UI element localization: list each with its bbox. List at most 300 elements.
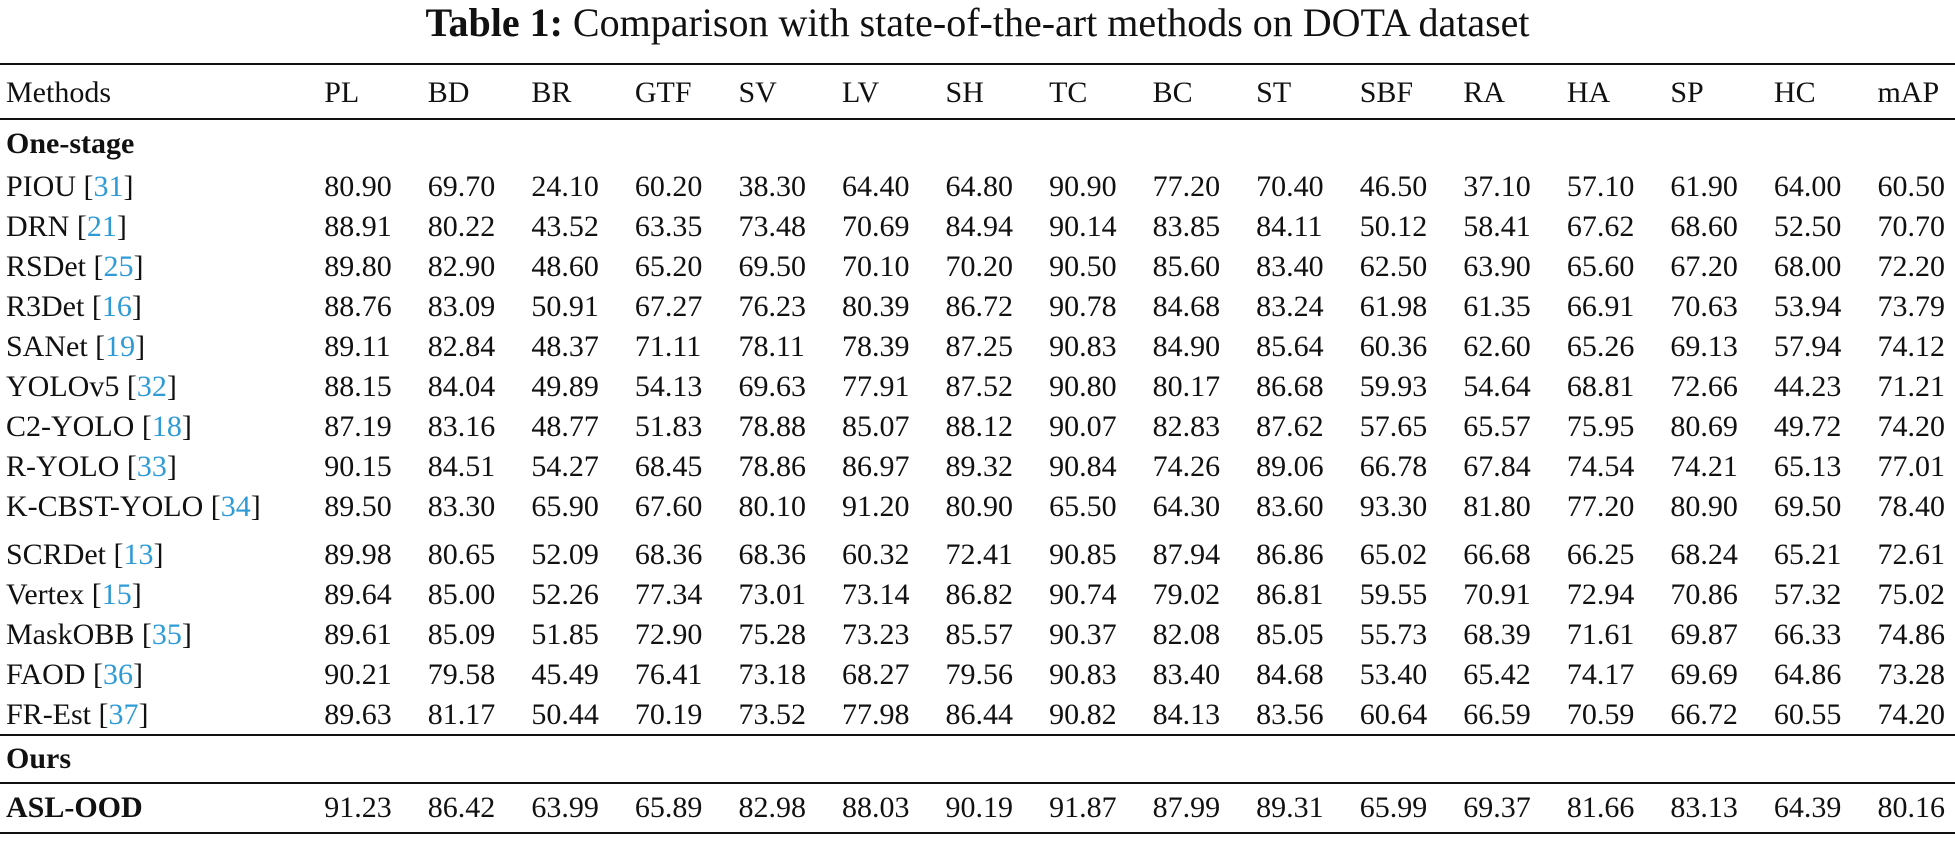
value-hc: 57.94 (1773, 330, 1842, 363)
value-hc: 49.72 (1773, 410, 1842, 443)
value-bd: 85.00 (427, 578, 496, 611)
header-st: ST (1250, 64, 1354, 119)
value-ha: 57.10 (1566, 170, 1635, 203)
value-pl: 87.19 (324, 410, 392, 443)
value-lv: 85.07 (841, 410, 910, 443)
header-lv: LV (836, 64, 940, 119)
value-ra: 66.68 (1463, 538, 1531, 571)
method-label: RSDet (6, 250, 87, 283)
table-row (0, 287, 1955, 327)
value-lv: 73.14 (841, 578, 910, 611)
value-hc: 52.50 (1773, 210, 1842, 243)
value-st: 83.56 (1250, 695, 1354, 735)
value-sp: 61.90 (1670, 170, 1738, 203)
header-bc: BC (1147, 64, 1251, 119)
value-lv: 68.27 (841, 658, 910, 691)
method-name: YOLOv5 [32] (6, 370, 177, 403)
value-gtf: 65.89 (629, 783, 733, 833)
header-map: mAP (1871, 64, 1955, 119)
value-map: 74.20 (1871, 695, 1955, 735)
method-label: C2-YOLO (6, 410, 135, 443)
value-gtf: 76.41 (634, 658, 703, 691)
value-bc: 79.02 (1152, 578, 1221, 611)
method-label: Vertex (6, 578, 85, 611)
header-tc: TC (1043, 64, 1147, 119)
value-ha: 65.60 (1566, 250, 1635, 283)
value-sbf: 55.73 (1359, 618, 1428, 651)
value-sh: 85.57 (945, 618, 1014, 651)
value-sbf: 62.50 (1359, 250, 1428, 283)
value-sh: 80.90 (945, 490, 1014, 523)
value-tc: 90.83 (1049, 330, 1117, 363)
value-ha: 67.62 (1566, 210, 1635, 243)
value-br: 52.26 (531, 578, 599, 611)
value-tc: 90.74 (1049, 578, 1117, 611)
value-map: 74.12 (1877, 330, 1945, 363)
value-sbf: 66.78 (1359, 450, 1428, 483)
citation-link[interactable]: 18 (151, 410, 182, 443)
value-ha: 72.94 (1566, 578, 1635, 611)
value-map: 73.28 (1877, 658, 1945, 691)
method-name: Vertex [15] (6, 578, 142, 611)
value-sv: 73.18 (738, 658, 806, 691)
method-label: YOLOv5 (6, 370, 120, 403)
value-sp: 74.21 (1670, 450, 1738, 483)
value-st: 83.24 (1256, 290, 1324, 323)
method-label: R-YOLO (6, 450, 120, 483)
table-row (0, 167, 1955, 207)
group-row-ours (0, 735, 1955, 783)
method-label: SCRDet (6, 538, 107, 571)
value-st: 86.81 (1256, 578, 1324, 611)
value-ha: 68.81 (1566, 370, 1635, 403)
value-sp: 80.69 (1670, 410, 1738, 443)
value-map: 75.02 (1877, 578, 1945, 611)
value-st: 84.68 (1256, 658, 1324, 691)
value-sh: 86.82 (945, 578, 1014, 611)
method-label: FAOD (6, 658, 86, 691)
value-sv: 73.01 (738, 578, 806, 611)
method-name: C2-YOLO [18] (6, 410, 192, 443)
value-ha: 77.20 (1566, 490, 1635, 523)
value-sp: 68.24 (1670, 538, 1738, 571)
header-bd: BD (422, 64, 526, 119)
value-sp: 70.86 (1670, 578, 1738, 611)
value-sv: 68.36 (738, 538, 806, 571)
value-bc: 83.85 (1152, 210, 1221, 243)
value-hc: 44.23 (1773, 370, 1842, 403)
value-tc: 90.80 (1049, 370, 1117, 403)
group-row-one-stage (0, 119, 1955, 167)
header-gtf: GTF (629, 64, 733, 119)
value-bc: 82.83 (1152, 410, 1221, 443)
value-bc: 84.90 (1152, 330, 1221, 363)
header-row (0, 64, 1955, 119)
value-pl: 89.98 (324, 538, 392, 571)
value-sh: 90.19 (940, 783, 1044, 833)
value-sp: 67.20 (1670, 250, 1738, 283)
value-ra: 61.35 (1463, 290, 1531, 323)
value-ra: 58.41 (1463, 210, 1531, 243)
method-name: FR-Est [37] (0, 695, 318, 735)
value-bd: 83.30 (427, 490, 496, 523)
value-ra: 70.91 (1463, 578, 1531, 611)
value-st: 89.31 (1250, 783, 1354, 833)
value-ra: 54.64 (1463, 370, 1531, 403)
value-hc: 65.21 (1773, 538, 1842, 571)
value-sbf: 57.65 (1359, 410, 1428, 443)
value-br: 48.60 (531, 250, 599, 283)
table-row (0, 367, 1955, 407)
value-sbf: 59.55 (1359, 578, 1428, 611)
value-pl: 89.64 (324, 578, 392, 611)
value-sbf: 50.12 (1359, 210, 1428, 243)
value-bc: 83.40 (1152, 658, 1221, 691)
value-hc: 64.86 (1773, 658, 1842, 691)
method-label: DRN (6, 210, 70, 243)
header-ra: RA (1457, 64, 1561, 119)
value-bc: 87.99 (1147, 783, 1251, 833)
value-ra: 67.84 (1463, 450, 1531, 483)
value-sh: 87.25 (945, 330, 1014, 363)
value-st: 85.05 (1256, 618, 1324, 651)
value-br: 65.90 (531, 490, 599, 523)
value-st: 87.62 (1256, 410, 1324, 443)
value-ha: 65.26 (1566, 330, 1635, 363)
value-map: 72.20 (1877, 250, 1945, 283)
value-br: 54.27 (531, 450, 599, 483)
method-name: SCRDet [13] (6, 538, 164, 571)
header-sv: SV (732, 64, 836, 119)
value-gtf: 70.19 (629, 695, 733, 735)
value-st: 83.60 (1256, 490, 1324, 523)
value-ra: 68.39 (1463, 618, 1531, 651)
value-pl: 88.76 (324, 290, 392, 323)
value-map: 71.21 (1877, 370, 1945, 403)
method-label: R3Det (6, 290, 85, 323)
value-lv: 77.91 (841, 370, 910, 403)
value-pl: 88.91 (324, 210, 392, 243)
value-br: 49.89 (531, 370, 599, 403)
value-ra: 37.10 (1463, 170, 1531, 203)
value-ra: 62.60 (1463, 330, 1531, 363)
value-map: 77.01 (1877, 450, 1945, 483)
value-pl: 88.15 (324, 370, 392, 403)
value-tc: 90.37 (1049, 618, 1117, 651)
value-hc: 68.00 (1773, 250, 1842, 283)
value-ha: 74.54 (1566, 450, 1635, 483)
value-st: 86.68 (1256, 370, 1324, 403)
value-ha: 71.61 (1566, 618, 1635, 651)
value-bd: 81.17 (422, 695, 526, 735)
value-br: 45.49 (531, 658, 599, 691)
table-row (0, 575, 1955, 615)
table-row (0, 407, 1955, 447)
value-ra: 66.59 (1457, 695, 1561, 735)
value-sh: 89.32 (945, 450, 1014, 483)
value-br: 50.44 (525, 695, 629, 735)
method-name: PIOU [31] (6, 170, 134, 203)
value-gtf: 71.11 (634, 330, 702, 363)
table-row (0, 655, 1955, 695)
value-gtf: 67.60 (634, 490, 703, 523)
header-sbf: SBF (1354, 64, 1458, 119)
value-sh: 86.44 (940, 695, 1044, 735)
value-lv: 91.20 (841, 490, 910, 523)
table-body (0, 119, 1955, 833)
value-sh: 87.52 (945, 370, 1014, 403)
value-sp: 72.66 (1670, 370, 1738, 403)
method-name: K-CBST-YOLO [34] (6, 490, 261, 523)
value-bc: 74.26 (1152, 450, 1221, 483)
value-ha: 74.17 (1566, 658, 1635, 691)
value-br: 24.10 (531, 170, 599, 203)
method-label: FR-Est (6, 697, 92, 731)
value-br: 48.37 (531, 330, 599, 363)
value-st: 86.86 (1256, 538, 1324, 571)
value-sv: 76.23 (738, 290, 806, 323)
method-name: DRN [21] (6, 210, 127, 243)
method-label: SANet (6, 330, 88, 363)
value-ra: 65.57 (1463, 410, 1531, 443)
value-map: 70.70 (1877, 210, 1945, 243)
value-sv: 75.28 (738, 618, 806, 651)
value-ha: 81.66 (1561, 783, 1665, 833)
value-bd: 80.65 (427, 538, 496, 571)
value-lv: 78.39 (841, 330, 910, 363)
value-br: 48.77 (531, 410, 599, 443)
value-bd: 85.09 (427, 618, 496, 651)
value-gtf: 72.90 (634, 618, 703, 651)
header-sh: SH (940, 64, 1044, 119)
table-row (0, 783, 1955, 833)
value-tc: 90.83 (1049, 658, 1117, 691)
value-sbf: 60.64 (1354, 695, 1458, 735)
citation-link[interactable]: 15 (101, 578, 132, 611)
header-hc: HC (1768, 64, 1872, 119)
value-lv: 70.10 (841, 250, 910, 283)
citation-link[interactable]: 21 (86, 210, 117, 243)
method-label: ASL-OOD (6, 791, 143, 824)
method-name: FAOD [36] (6, 658, 143, 691)
value-st: 89.06 (1256, 450, 1324, 483)
value-bd: 84.51 (427, 450, 496, 483)
method-label: PIOU (6, 170, 77, 203)
value-sbf: 65.99 (1354, 783, 1458, 833)
method-name: RSDet [25] (6, 250, 144, 283)
value-hc: 64.00 (1773, 170, 1842, 203)
value-map: 60.50 (1877, 170, 1945, 203)
value-bc: 80.17 (1152, 370, 1221, 403)
value-ra: 69.37 (1457, 783, 1561, 833)
value-bd: 86.42 (422, 783, 526, 833)
value-lv: 64.40 (841, 170, 910, 203)
value-gtf: 68.45 (634, 450, 703, 483)
value-bd: 69.70 (427, 170, 496, 203)
header-methods: Methods (0, 64, 318, 119)
value-tc: 90.07 (1049, 410, 1117, 443)
value-hc: 57.32 (1773, 578, 1842, 611)
value-sv: 82.98 (732, 783, 836, 833)
value-sbf: 53.40 (1359, 658, 1428, 691)
value-map: 80.16 (1871, 783, 1955, 833)
value-sh: 64.80 (945, 170, 1014, 203)
value-pl: 91.23 (318, 783, 422, 833)
header-ha: HA (1561, 64, 1665, 119)
value-bd: 79.58 (427, 658, 496, 691)
value-st: 83.40 (1256, 250, 1324, 283)
value-sv: 78.86 (738, 450, 806, 483)
value-bd: 82.84 (427, 330, 496, 363)
value-sv: 78.11 (738, 330, 805, 363)
value-sv: 73.48 (738, 210, 806, 243)
value-ha: 66.91 (1566, 290, 1635, 323)
value-ha: 66.25 (1566, 538, 1635, 571)
method-name: SANet [19] (6, 330, 146, 363)
method-name: MaskOBB [35] (6, 618, 192, 651)
value-pl: 89.11 (324, 330, 391, 363)
results-table (0, 63, 1955, 834)
method-name (0, 783, 318, 833)
value-st: 70.40 (1256, 170, 1324, 203)
caption-text: Comparison with state-of-the-art methods on DOTA dataset (572, 0, 1530, 45)
value-sv: 69.50 (738, 250, 806, 283)
value-hc: 66.33 (1773, 618, 1842, 651)
citation-link[interactable]: 36 (102, 658, 133, 691)
value-lv: 70.69 (841, 210, 910, 243)
value-ra: 65.42 (1463, 658, 1531, 691)
citation-link[interactable]: 19 (105, 330, 136, 363)
group-label: One-stage (6, 126, 135, 160)
header-pl: PL (318, 64, 422, 119)
value-sh: 86.72 (945, 290, 1014, 323)
value-sv: 78.88 (738, 410, 806, 443)
method-name: R3Det [16] (6, 290, 142, 323)
value-tc: 90.78 (1049, 290, 1117, 323)
value-lv: 80.39 (841, 290, 910, 323)
value-tc: 65.50 (1049, 490, 1117, 523)
value-pl: 89.50 (324, 490, 392, 523)
value-lv: 60.32 (841, 538, 910, 571)
value-bc: 82.08 (1152, 618, 1221, 651)
value-sbf: 93.30 (1359, 490, 1428, 523)
value-bd: 83.16 (427, 410, 496, 443)
value-gtf: 54.13 (634, 370, 703, 403)
value-sp: 70.63 (1670, 290, 1738, 323)
table-row (0, 247, 1955, 287)
citation-link[interactable]: 33 (136, 450, 167, 483)
table-row (0, 327, 1955, 367)
citation-link[interactable]: 34 (220, 490, 251, 523)
value-bd: 84.04 (427, 370, 496, 403)
value-tc: 90.84 (1049, 450, 1117, 483)
value-sv: 38.30 (738, 170, 806, 203)
value-map: 74.20 (1877, 410, 1945, 443)
table-row (0, 447, 1955, 487)
value-map: 73.79 (1877, 290, 1945, 323)
citation-link[interactable]: 16 (101, 290, 132, 323)
table-row (0, 207, 1955, 247)
value-sbf: 59.93 (1359, 370, 1428, 403)
value-tc: 90.90 (1049, 170, 1117, 203)
value-gtf: 67.27 (634, 290, 703, 323)
value-br: 51.85 (531, 618, 599, 651)
value-pl: 89.63 (318, 695, 422, 735)
value-hc: 69.50 (1773, 490, 1842, 523)
value-tc: 90.85 (1049, 538, 1117, 571)
value-sh: 88.12 (945, 410, 1014, 443)
value-map: 78.40 (1877, 490, 1945, 523)
value-st: 84.11 (1256, 210, 1323, 243)
caption-label: Table 1: (425, 0, 563, 45)
value-bd: 82.90 (427, 250, 496, 283)
citation-link[interactable]: 32 (136, 370, 167, 403)
value-bc: 84.13 (1147, 695, 1251, 735)
value-bc: 85.60 (1152, 250, 1221, 283)
value-pl: 90.21 (324, 658, 392, 691)
value-lv: 73.23 (841, 618, 910, 651)
header-sp: SP (1664, 64, 1768, 119)
value-ha: 75.95 (1566, 410, 1635, 443)
value-sbf: 61.98 (1359, 290, 1428, 323)
value-sv: 69.63 (738, 370, 806, 403)
value-sv: 73.52 (732, 695, 836, 735)
value-br: 63.99 (525, 783, 629, 833)
value-st: 85.64 (1256, 330, 1324, 363)
citation-link[interactable]: 35 (151, 618, 182, 651)
value-ha: 70.59 (1561, 695, 1665, 735)
value-gtf: 77.34 (634, 578, 703, 611)
table-row (0, 527, 1955, 575)
value-hc: 60.55 (1768, 695, 1872, 735)
value-map: 74.86 (1877, 618, 1945, 651)
value-sp: 69.69 (1670, 658, 1738, 691)
value-lv: 86.97 (841, 450, 910, 483)
value-sp: 68.60 (1670, 210, 1738, 243)
citation-link[interactable]: 13 (123, 538, 154, 571)
value-sbf: 60.36 (1359, 330, 1428, 363)
value-bc: 87.94 (1152, 538, 1221, 571)
value-sv: 80.10 (738, 490, 806, 523)
method-label: MaskOBB (6, 618, 135, 651)
value-gtf: 65.20 (634, 250, 703, 283)
value-map: 72.61 (1877, 538, 1945, 571)
value-br: 43.52 (531, 210, 599, 243)
value-tc: 90.82 (1043, 695, 1147, 735)
value-gtf: 68.36 (634, 538, 703, 571)
value-sp: 69.13 (1670, 330, 1738, 363)
header-br: BR (525, 64, 629, 119)
method-label: K-CBST-YOLO (6, 490, 204, 523)
value-gtf: 60.20 (634, 170, 703, 203)
value-sbf: 65.02 (1359, 538, 1428, 571)
value-sp: 80.90 (1670, 490, 1738, 523)
group-label: Ours (6, 742, 72, 775)
value-pl: 89.80 (324, 250, 392, 283)
value-lv: 77.98 (836, 695, 940, 735)
citation-link[interactable]: 31 (93, 170, 124, 203)
value-sp: 66.72 (1664, 695, 1768, 735)
citation-link[interactable]: 25 (103, 250, 134, 283)
value-tc: 91.87 (1043, 783, 1147, 833)
value-bc: 77.20 (1152, 170, 1221, 203)
table-row (0, 695, 1955, 735)
value-br: 52.09 (531, 538, 599, 571)
citation-link[interactable]: 37 (108, 697, 139, 731)
value-tc: 90.14 (1049, 210, 1117, 243)
value-gtf: 63.35 (634, 210, 703, 243)
value-gtf: 51.83 (634, 410, 703, 443)
